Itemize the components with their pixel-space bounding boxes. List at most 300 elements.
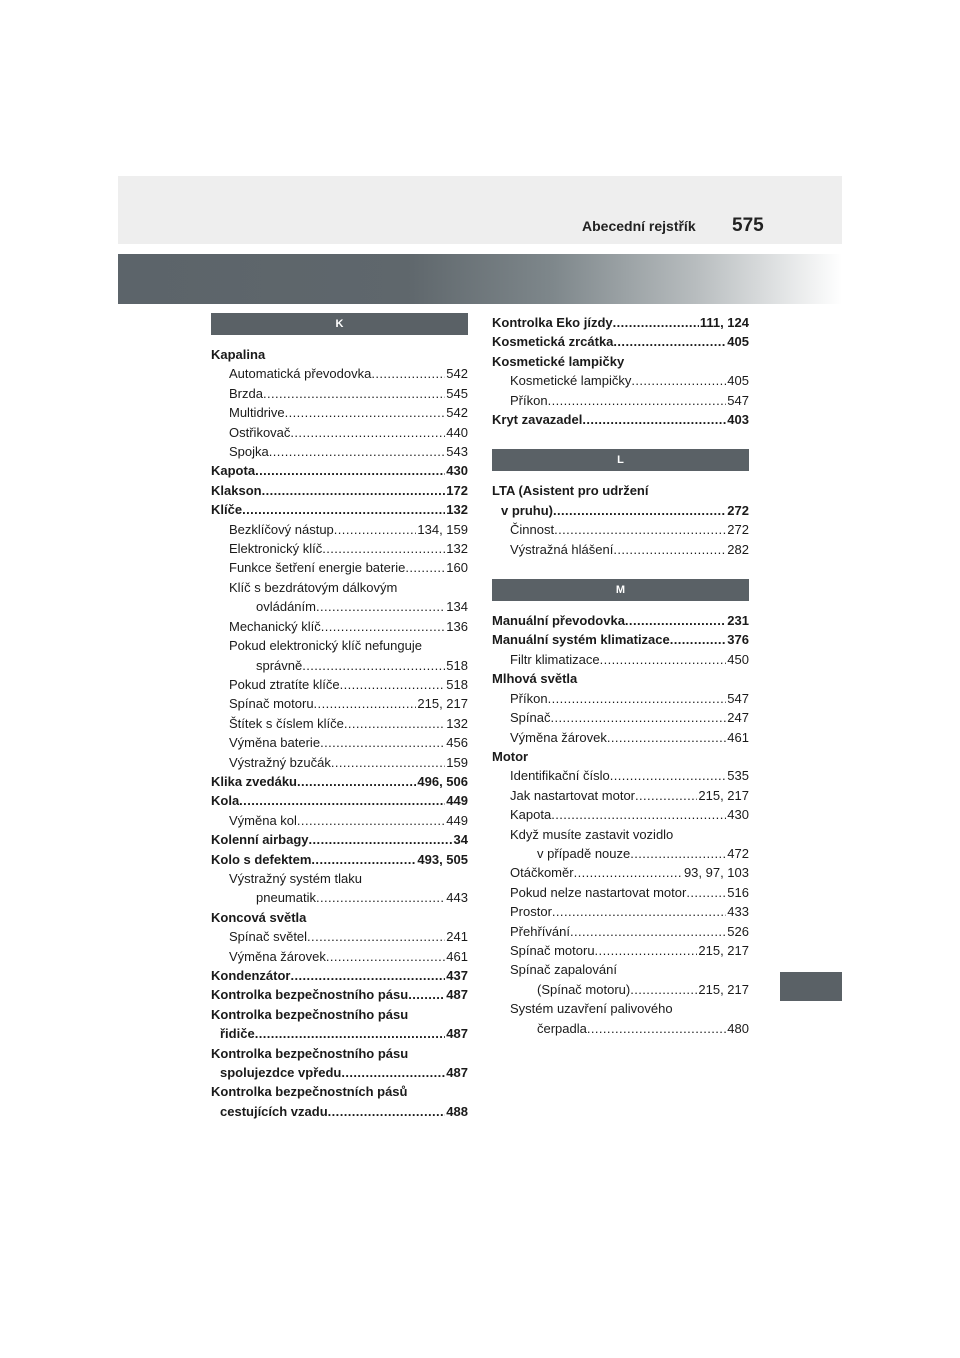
page-reference: 480 xyxy=(727,1020,749,1036)
dot-leader xyxy=(600,650,727,669)
entry-line xyxy=(510,960,749,979)
dot-leader xyxy=(574,863,683,882)
dot-leader xyxy=(548,689,727,708)
dot-leader xyxy=(316,888,445,907)
index-entry-main xyxy=(492,313,749,332)
entry-term: Pokud ztratíte klíče xyxy=(229,676,340,692)
dot-leader xyxy=(290,966,445,985)
entry-line xyxy=(229,675,468,694)
entry-line xyxy=(492,332,749,351)
dot-leader xyxy=(552,902,726,921)
index-entry-sub xyxy=(211,675,468,694)
page-reference: 159 xyxy=(446,754,468,770)
entry-term: Kapota xyxy=(510,807,552,823)
index-entry-sub xyxy=(492,883,749,902)
entry-term: Výměna baterie xyxy=(229,735,321,751)
page-reference: 136 xyxy=(446,618,468,634)
entry-line xyxy=(510,371,749,390)
index-entry-sub xyxy=(492,999,749,1038)
dot-leader xyxy=(630,844,726,863)
entry-line xyxy=(211,772,468,791)
page-reference: 543 xyxy=(446,444,468,460)
index-entry-sub xyxy=(211,927,468,946)
page-reference: 545 xyxy=(446,385,468,401)
entry-term: Kontrolka Eko jízdy xyxy=(492,315,613,330)
entry-line xyxy=(492,313,749,332)
dot-leader xyxy=(550,708,726,727)
index-entry-main xyxy=(492,481,749,520)
page-reference: 535 xyxy=(727,768,749,784)
dot-leader xyxy=(285,403,446,422)
index-entry-main xyxy=(211,850,468,869)
index-entry-main xyxy=(211,1082,468,1121)
index-entry-sub xyxy=(211,558,468,577)
entry-line xyxy=(510,391,749,410)
entry-line xyxy=(510,805,749,824)
index-entry-main xyxy=(492,332,749,351)
entry-line xyxy=(492,501,749,520)
entry-line xyxy=(510,520,749,539)
index-column-right xyxy=(492,313,749,1038)
entry-term: v pruhu) xyxy=(501,502,553,518)
entry-term: Koncová světla xyxy=(211,909,307,925)
index-entry-sub xyxy=(492,902,749,921)
page-reference: 488 xyxy=(446,1103,468,1119)
entry-term: Kapalina xyxy=(211,347,266,362)
index-entry-sub xyxy=(492,728,749,747)
index-entry-sub xyxy=(492,941,749,960)
index-entry-main xyxy=(492,747,749,766)
index-entry-sub xyxy=(492,766,749,785)
entry-term: Výstražný systém tlaku xyxy=(229,870,362,886)
entry-line xyxy=(211,850,468,869)
page-reference: 493, 505 xyxy=(417,851,468,867)
index-entry-sub xyxy=(211,520,468,539)
entry-term: Kosmetické lampičky xyxy=(510,373,632,389)
index-entry-sub xyxy=(492,805,749,824)
page-reference: 487 xyxy=(446,1026,468,1042)
dot-leader xyxy=(341,1063,445,1082)
entry-line xyxy=(211,1082,468,1101)
entry-term: Klakson xyxy=(211,482,262,498)
index-entry-main xyxy=(492,630,749,649)
entry-term: Otáčkoměr xyxy=(510,865,574,881)
index-entry-sub xyxy=(211,694,468,713)
entry-line xyxy=(211,791,468,810)
entry-term: (Spínač motoru) xyxy=(537,981,631,997)
entry-line xyxy=(229,617,468,636)
page-reference: 405 xyxy=(727,373,749,389)
dot-leader xyxy=(255,1024,446,1043)
dot-leader xyxy=(625,611,726,630)
entry-line xyxy=(510,786,749,805)
page-reference: 215, 217 xyxy=(698,787,749,803)
dot-leader xyxy=(309,830,453,849)
entry-term: Klíče xyxy=(211,502,243,518)
dot-leader xyxy=(607,728,726,747)
entry-term: Spínač zapalování xyxy=(510,962,617,978)
entry-line xyxy=(211,966,468,985)
page-reference: 215, 217 xyxy=(417,696,468,712)
entry-line xyxy=(211,1024,468,1043)
entry-term: Jak nastartovat motor xyxy=(510,787,635,803)
page-reference: 172 xyxy=(446,482,468,498)
dot-leader xyxy=(548,391,727,410)
entry-term: Manuální systém klimatizace xyxy=(492,632,670,648)
entry-line xyxy=(492,630,749,649)
page-reference: 437 xyxy=(446,968,468,983)
entry-term: Kryt zavazadel xyxy=(492,412,583,428)
index-entry-main xyxy=(211,500,468,519)
page-reference: 450 xyxy=(727,651,749,667)
page-reference: 456 xyxy=(446,735,468,751)
entry-term: Pokud nelze nastartovat motor xyxy=(510,884,687,900)
entry-line xyxy=(211,908,468,927)
page-reference: 132 xyxy=(446,715,468,731)
entry-line xyxy=(229,947,468,966)
index-entry-main xyxy=(492,352,749,371)
page-reference: 547 xyxy=(727,392,749,408)
dot-leader xyxy=(316,597,445,616)
entry-line xyxy=(211,1102,468,1121)
dot-leader xyxy=(255,461,445,480)
entry-term: Výměna žárovek xyxy=(229,948,326,964)
entry-line xyxy=(510,941,749,960)
index-entry-sub xyxy=(492,922,749,941)
dot-leader xyxy=(307,927,445,946)
dot-leader xyxy=(613,332,726,351)
entry-line xyxy=(510,825,749,844)
dot-leader xyxy=(334,520,417,539)
index-entry-main xyxy=(211,1044,468,1083)
entry-line xyxy=(229,753,468,772)
index-entry-sub xyxy=(211,423,468,442)
page-reference: 440 xyxy=(446,424,468,440)
page-reference: 542 xyxy=(446,405,468,421)
entry-term: Kontrolka bezpečnostního pásu xyxy=(211,1006,409,1022)
entry-term: Kolenní airbagy xyxy=(211,832,309,848)
index-entry-sub xyxy=(211,947,468,966)
entry-term: spolujezdce vpředu xyxy=(220,1065,342,1081)
entry-line xyxy=(510,540,749,559)
dot-leader xyxy=(686,883,726,902)
entry-term: Štítek s číslem klíče xyxy=(229,715,344,731)
page-reference: 132 xyxy=(446,541,468,557)
page-reference: 433 xyxy=(727,904,749,920)
page-reference: 231 xyxy=(727,613,749,629)
entry-line xyxy=(492,611,749,630)
page-reference: 487 xyxy=(446,1065,468,1081)
entry-line xyxy=(229,597,468,616)
entry-line xyxy=(229,733,468,752)
index-entry-sub xyxy=(211,869,468,908)
index-entry-sub xyxy=(492,650,749,669)
entry-line xyxy=(229,927,468,946)
dot-leader xyxy=(635,786,697,805)
index-entry-sub xyxy=(211,733,468,752)
page-reference: 132 xyxy=(446,502,468,518)
entry-line xyxy=(211,1044,468,1063)
index-entry-main xyxy=(211,772,468,791)
page-title: Abecední rejstřík xyxy=(582,218,696,234)
page-reference: 247 xyxy=(727,710,749,726)
page-reference: 134, 159 xyxy=(417,521,468,537)
entry-term: Spínač motoru xyxy=(510,942,595,958)
index-entry-sub xyxy=(211,364,468,383)
index-entry-sub xyxy=(492,391,749,410)
entry-term: Klíč s bezdrátovým dálkovým xyxy=(229,579,398,595)
dot-leader xyxy=(613,313,699,332)
dot-leader xyxy=(630,980,697,999)
index-entry-main xyxy=(211,791,468,810)
entry-term: Elektronický klíč xyxy=(229,541,323,557)
index-entry-sub xyxy=(211,539,468,558)
decorative-gradient-bar xyxy=(118,254,842,304)
entry-line xyxy=(229,636,468,655)
entry-line xyxy=(510,999,749,1018)
entry-line xyxy=(510,650,749,669)
dot-leader xyxy=(554,520,726,539)
entry-line xyxy=(229,656,468,675)
page-reference: 405 xyxy=(727,334,749,350)
entry-line xyxy=(211,481,468,500)
section-header-m: M xyxy=(492,579,749,601)
entry-line xyxy=(492,669,749,688)
entry-term: Spojka xyxy=(229,444,269,460)
entry-line xyxy=(510,689,749,708)
entry-line xyxy=(211,461,468,480)
index-entry-main xyxy=(492,611,749,630)
page-reference: 430 xyxy=(446,463,468,479)
page-reference: 526 xyxy=(727,923,749,939)
page-reference: 376 xyxy=(727,632,749,648)
dot-leader xyxy=(405,558,445,577)
index-entry-main xyxy=(211,908,468,927)
page-reference: 542 xyxy=(446,366,468,382)
page-reference: 547 xyxy=(727,690,749,706)
entry-line xyxy=(211,830,468,849)
index-entry-sub xyxy=(211,714,468,733)
entry-line xyxy=(211,1063,468,1082)
section-thumb-tab xyxy=(780,972,842,1001)
page-reference: 111, 124 xyxy=(699,315,749,330)
entry-line xyxy=(211,345,468,364)
dot-leader xyxy=(610,766,727,785)
entry-term: Kola xyxy=(211,793,240,809)
section-header-k: K xyxy=(211,313,468,335)
dot-leader xyxy=(263,384,445,403)
index-entry-sub xyxy=(492,689,749,708)
page-reference: 403 xyxy=(727,412,749,428)
entry-term: LTA (Asistent pro udržení xyxy=(492,483,649,499)
entry-line xyxy=(229,558,468,577)
entry-term: ovládáním xyxy=(256,599,316,615)
entry-term: čerpadla xyxy=(537,1020,587,1036)
entry-line xyxy=(229,364,468,383)
index-entry-sub xyxy=(492,540,749,559)
entry-term: pneumatik xyxy=(256,890,316,906)
entry-term: Pokud elektronický klíč nefunguje xyxy=(229,638,422,654)
entry-line xyxy=(492,481,749,500)
dot-leader xyxy=(340,675,446,694)
entry-term: Výstražná hlášení xyxy=(510,541,614,557)
entry-line xyxy=(510,883,749,902)
entry-line xyxy=(510,863,749,882)
page-reference: 443 xyxy=(446,890,468,906)
entry-term: Kontrolka bezpečnostního pásu xyxy=(211,1045,409,1061)
index-entry-sub xyxy=(492,960,749,999)
entry-term: cestujících vzadu xyxy=(220,1103,328,1119)
entry-term: Systém uzavření palivového xyxy=(510,1001,673,1017)
index-entry-main xyxy=(211,481,468,500)
dot-leader xyxy=(320,733,445,752)
page-reference: 215, 217 xyxy=(698,981,749,997)
entry-term: Když musíte zastavit vozidlo xyxy=(510,826,674,842)
dot-leader xyxy=(408,985,445,1004)
entry-line xyxy=(229,714,468,733)
entry-term: Výstražný bzučák xyxy=(229,754,331,770)
page-reference: 449 xyxy=(446,793,468,809)
page-number: 575 xyxy=(732,215,764,236)
entry-line xyxy=(229,520,468,539)
entry-line xyxy=(492,410,749,429)
entry-term: Motor xyxy=(492,748,529,764)
entry-term: Příkon xyxy=(510,690,548,706)
entry-term: Spínač motoru xyxy=(229,696,314,712)
entry-line xyxy=(510,980,749,999)
entry-line xyxy=(510,766,749,785)
page-reference: 472 xyxy=(727,845,749,861)
index-entry-main xyxy=(211,830,468,849)
dot-leader xyxy=(595,941,698,960)
entry-line xyxy=(229,539,468,558)
dot-leader xyxy=(631,371,726,390)
dot-leader xyxy=(322,539,445,558)
entry-term: Kondenzátor xyxy=(211,968,291,983)
entry-line xyxy=(211,1005,468,1024)
dot-leader xyxy=(344,714,445,733)
dot-leader xyxy=(670,630,727,649)
index-entry-main xyxy=(211,966,468,985)
index-entry-sub xyxy=(211,753,468,772)
index-entry-main xyxy=(492,669,749,688)
entry-line xyxy=(229,442,468,461)
dot-leader xyxy=(326,947,445,966)
entry-term: správně xyxy=(256,657,303,673)
entry-term: Multidrive xyxy=(229,405,285,421)
entry-line xyxy=(229,578,468,597)
dot-leader xyxy=(328,1102,446,1121)
index-entry-sub xyxy=(492,786,749,805)
entry-term: Ostřikovač xyxy=(229,424,291,440)
dot-leader xyxy=(314,694,417,713)
dot-leader xyxy=(321,617,446,636)
entry-line xyxy=(510,844,749,863)
page-reference: 430 xyxy=(727,807,749,823)
entry-line xyxy=(229,888,468,907)
page-reference: 241 xyxy=(446,929,468,945)
index-entry-sub xyxy=(211,403,468,422)
index-entry-sub xyxy=(492,371,749,390)
entry-line xyxy=(510,922,749,941)
dot-leader xyxy=(297,811,445,830)
index-entry-sub xyxy=(211,442,468,461)
entry-term: Výměna kol xyxy=(229,812,297,828)
dot-leader xyxy=(297,772,416,791)
dot-leader xyxy=(570,922,726,941)
index-entry-main xyxy=(211,1005,468,1044)
entry-term: Kosmetická zrcátka xyxy=(492,334,614,350)
entry-term: Brzda xyxy=(229,385,263,401)
entry-term: Přehřívání xyxy=(510,923,570,939)
entry-line xyxy=(229,694,468,713)
entry-term: Činnost xyxy=(510,522,555,538)
entry-term: Kapota xyxy=(211,463,256,479)
entry-line xyxy=(510,902,749,921)
page-reference: 93, 97, 103 xyxy=(683,865,749,881)
entry-term: Klika zvedáku xyxy=(211,773,297,789)
entry-term: Příkon xyxy=(510,392,548,408)
index-entry-sub xyxy=(211,811,468,830)
dot-leader xyxy=(613,540,726,559)
entry-term: Prostor xyxy=(510,904,552,920)
entry-term: Funkce šetření energie baterie xyxy=(229,560,406,576)
index-entry-sub xyxy=(211,617,468,636)
page-reference: 282 xyxy=(727,541,749,557)
page-reference: 516 xyxy=(727,884,749,900)
entry-term: Bezklíčový nástup xyxy=(229,521,334,537)
dot-leader xyxy=(553,501,726,520)
index-entry-main xyxy=(211,985,468,1004)
dot-leader xyxy=(587,1019,726,1038)
page-reference: 518 xyxy=(446,676,468,692)
index-entry-sub xyxy=(492,708,749,727)
entry-line xyxy=(510,708,749,727)
entry-line xyxy=(211,985,468,1004)
entry-line xyxy=(229,403,468,422)
dot-leader xyxy=(242,500,445,519)
page-reference: 215, 217 xyxy=(698,942,749,958)
dot-leader xyxy=(290,423,445,442)
index-entry-main xyxy=(492,410,749,429)
entry-line xyxy=(492,352,749,371)
dot-leader xyxy=(371,364,445,383)
entry-line xyxy=(510,1019,749,1038)
index-entry-main xyxy=(211,461,468,480)
entry-term: Identifikační číslo xyxy=(510,768,610,784)
entry-term: Mechanický klíč xyxy=(229,618,321,634)
entry-term: řidiče xyxy=(220,1026,255,1042)
entry-term: Kontrolka bezpečnostního pásu xyxy=(211,987,409,1003)
entry-term: Filtr klimatizace xyxy=(510,651,600,667)
index-entry-sub xyxy=(211,636,468,675)
page-reference: 518 xyxy=(446,657,468,673)
entry-term: Kontrolka bezpečnostních pásů xyxy=(211,1084,408,1100)
page-reference: 461 xyxy=(727,729,749,745)
index-entry-sub xyxy=(492,863,749,882)
section-header-l: L xyxy=(492,449,749,471)
entry-term: Spínač světel xyxy=(229,929,308,945)
entry-term: Výměna žárovek xyxy=(510,729,607,745)
page-reference: 487 xyxy=(446,987,468,1003)
dot-leader xyxy=(302,656,445,675)
index-entry-sub xyxy=(492,520,749,539)
entry-line xyxy=(229,869,468,888)
page-reference: 160 xyxy=(446,560,468,576)
dot-leader xyxy=(269,442,446,461)
page-reference: 449 xyxy=(446,812,468,828)
entry-line xyxy=(492,747,749,766)
